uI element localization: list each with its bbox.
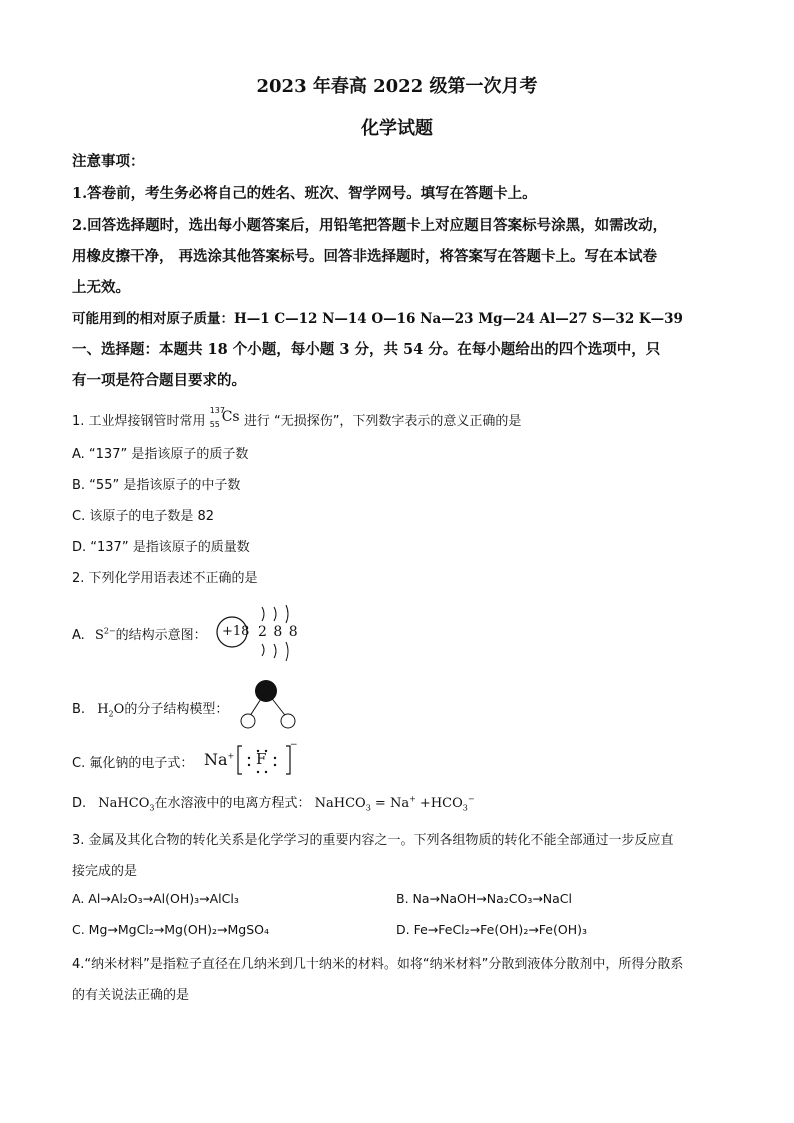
nuclide-atomic-number: 55 [209,419,220,429]
q2-c-label: C. 氟化钠的电子式： [72,756,194,771]
exam-title: 2023 年春高 2022 级第一次月考 [256,76,538,97]
q2-b-label: B. [72,702,86,717]
water-o: O [113,702,125,717]
na-symbol: Na [204,750,228,769]
q2-option-b [72,698,228,719]
notes-line-2a: 2.回答选择题时，选出每小题答案后，用铅笔把答题卡上对应题目答案标号涂黑，如需改动， [72,217,668,234]
eq-left-sub: 3 [365,803,371,813]
q1-stem-before: 1. 工业焊接钢管时常用 [72,414,206,429]
section-heading-b: 有一项是符合题目要求的。 [72,372,246,389]
atomic-masses: 可能用到的相对原子质量：H—1 C—12 N—14 O—16 Na—23 Mg—24 Al—27 S—32 K—39 [72,311,683,327]
notes-line-1: 1.答卷前，考生务必将自己的姓名、班次、智学网号。填写在答题卡上。 [72,185,537,202]
nuclide-symbol: Cs [221,408,240,425]
nahco3-subscript: 3 [149,803,155,813]
nuclide-mass-number: 137 [209,405,225,415]
eq-hco3-charge: − [467,794,475,804]
q1-option-b: B. “55” 是指该原子的中子数 [72,478,241,493]
eq-left: NaHCO [314,796,366,811]
notes-line-2b: 用橡皮擦干净， 再选涂其他答案标号。回答非选择题时，将答案写在答题卡上。写在本试卷 [72,248,658,265]
q2-option-d [72,792,475,813]
q1-option-a: A. “137” 是指该原子的质子数 [72,447,249,462]
fluoride-symbol: F [256,750,267,768]
q4-stem-b: 的有关说法正确的是 [72,988,190,1003]
q2-option-c [72,752,193,771]
nahco3-name: NaHCO [98,796,150,811]
q2-d-text: 在水溶液中的电离方程式： [154,796,311,811]
electron-shells: 2 8 8 [258,624,299,640]
sodium-ion [204,750,234,769]
nucleus-charge: +18 [222,624,250,639]
q1-option-d: D. “137” 是指该原子的质量数 [72,540,250,555]
eq-hco3-sub: 3 [462,803,468,813]
q2-a-text: 的结构示意图： [115,628,207,643]
sulfide-ion: S [94,628,104,643]
q2-a-label: A. [72,628,85,643]
water-subscript: 2 [108,709,114,719]
q3-option-c: C. Mg→MgCl₂→Mg(OH)₂→MgSO₄ [72,922,269,937]
q2-b-text: 的分子结构模型： [124,702,229,717]
q3-stem-b: 接完成的是 [72,864,138,879]
sulfide-charge: 2− [103,626,116,636]
q3-stem-a: 3. 金属及其化合物的转化关系是化学学习的重要内容之一。下列各组物质的转化不能全部通过一步反应直 [72,833,674,848]
q2-d-label: D. [72,796,87,811]
cs-nuclide-symbol [209,405,240,432]
na-charge: + [227,751,235,761]
fluoride-charge: − [290,740,298,750]
section-heading-a: 一、选择题：本题共 18 个小题，每小题 3 分，共 54 分。在每小题给出的四个选项中，只 [72,341,661,358]
q2-stem: 2. 下列化学用语表述不正确的是 [72,571,258,586]
notes-line-2c: 上无效。 [72,279,130,296]
water-molecule-model [236,679,300,731]
eq-right: +HCO [415,796,463,811]
exam-subtitle: 化学试题 [361,118,433,139]
water-h: H [97,702,109,717]
q3-option-b: B. Na→NaOH→Na₂CO₃→NaCl [396,891,573,906]
q2-option-a [72,624,207,643]
q1-stem-after: 进行 “无损探伤”，下列数字表示的意义正确的是 [243,414,522,429]
q1-option-c: C. 该原子的电子数是 82 [72,509,215,524]
q4-stem-a: 4.“纳米材料”是指粒子直径在几纳米到几十纳米的材料。如将“纳米材料”分散到液体分散剂中，所得分散系 [72,957,684,972]
notes-heading: 注意事项： [72,153,145,170]
q3-option-d: D. Fe→FeCl₂→Fe(OH)₂→Fe(OH)₃ [396,922,587,937]
q1-stem [72,405,522,432]
q3-option-a: A. Al→Al₂O₃→Al(OH)₃→AlCl₃ [72,891,239,906]
eq-mid: = Na [370,796,410,811]
eq-na-charge: + [409,794,416,804]
